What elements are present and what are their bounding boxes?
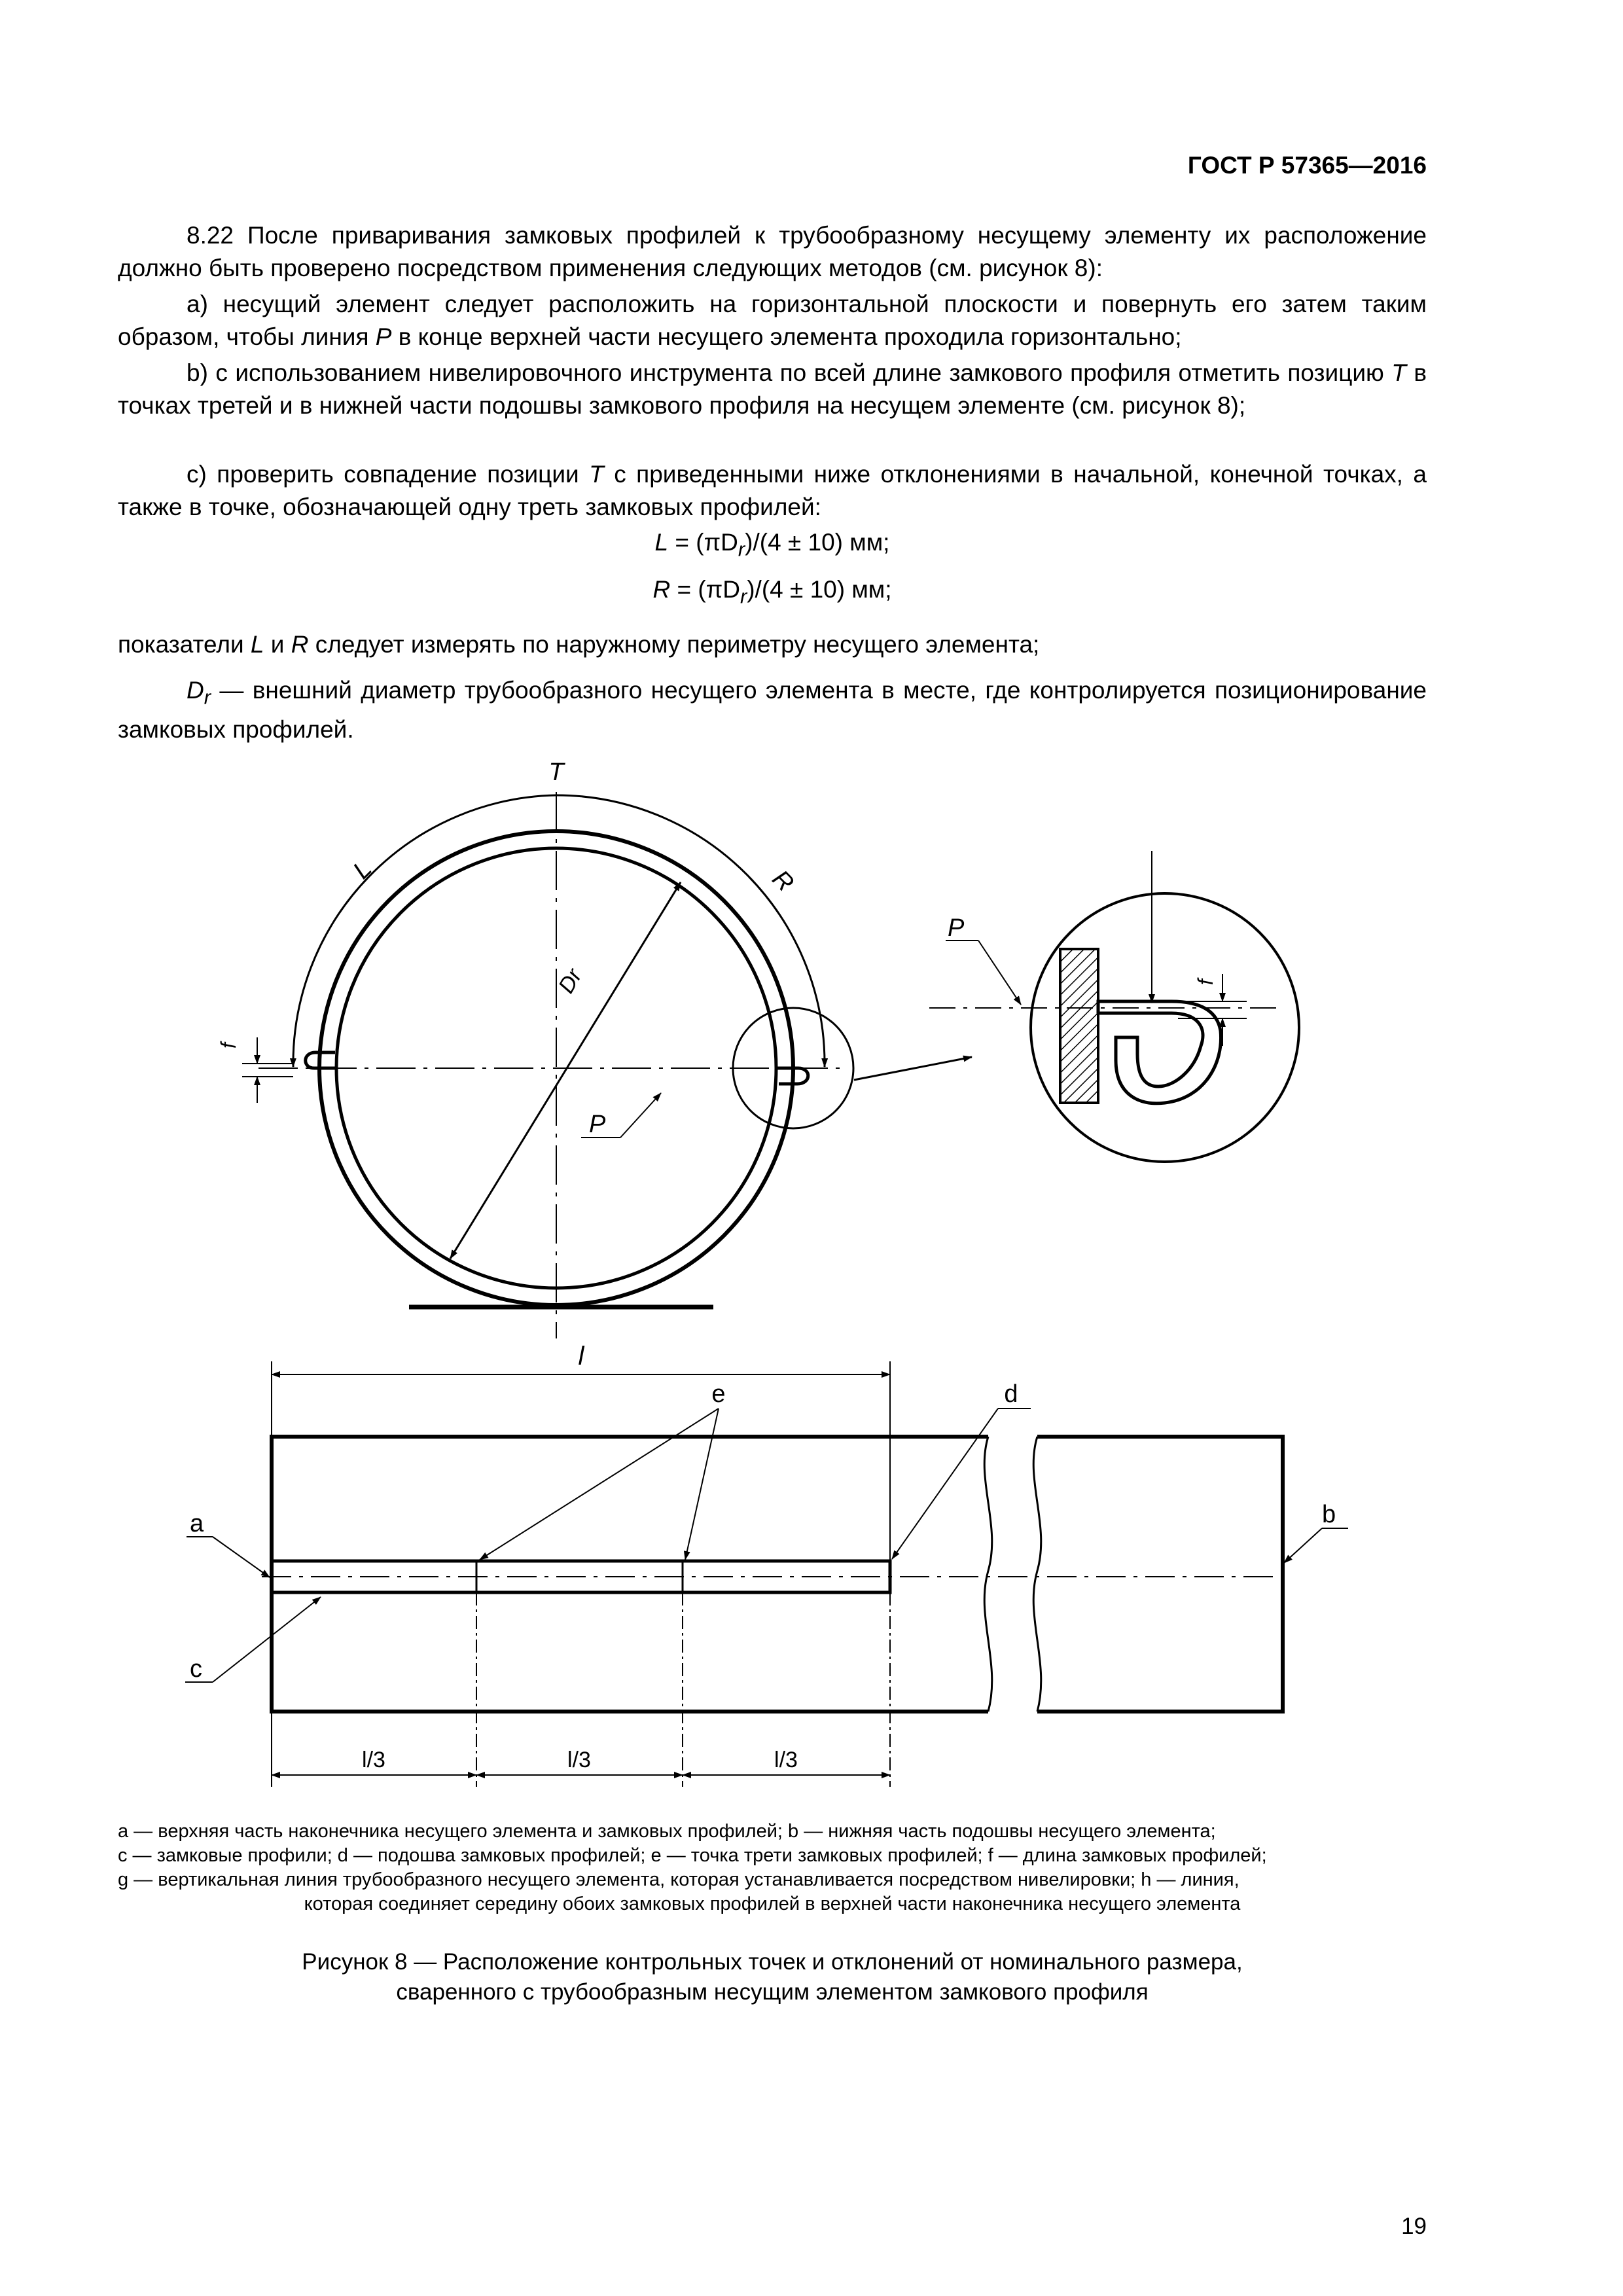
legend-line: g — вертикальная линия трубообразного несущего элемента, которая устанавливается посредством нивелировки; h — линия, <box>118 1869 1240 1890</box>
label-l: l <box>578 1342 584 1371</box>
legend-line: а — верхняя часть наконечника несущего элемента и замковых профилей; b — нижняя часть подошвы несущего элемента; <box>118 1821 1216 1842</box>
caption-line: сваренного с трубообразным несущим элементом замкового профиля <box>396 1979 1149 2005</box>
paragraph-item-b: b) с использованием нивелировочного инструмента по всей длине замкового профиля отметить позицию T в точках третей и в нижней части подошвы замкового профиля на несущем элементе (см. рисунок 8); <box>118 359 1427 419</box>
label-P-section: P <box>589 1111 606 1138</box>
paragraph-dr-definition: $D_r$ — внешний диаметр трубообразного несущего элемента в месте, где контролируется позиционирование замковых профилей. <box>118 677 1427 744</box>
label-f-left: f <box>217 1043 240 1049</box>
figure-caption <box>118 1947 1427 2007</box>
formula-L: $L = (\pi D_r)/(4 \pm 10)$ мм; <box>654 529 890 561</box>
legend-line: которая соединяет середину обоих замковых профилей в верхней части наконечника несущего элемента <box>304 1893 1241 1914</box>
label-b: b <box>1322 1501 1336 1528</box>
label-P-detail: P <box>948 914 965 942</box>
page-number: 19 <box>1401 2214 1427 2239</box>
figure-legend <box>118 1820 1427 1916</box>
label-d: d <box>1004 1380 1018 1408</box>
paragraph-measure-note: показатели L и R следует измерять по наружному периметру несущего элемента; <box>118 631 1040 658</box>
paragraph-item-a: а) несущий элемент следует расположить на горизонтальной плоскости и повернуть его затем таким образом, чтобы линия P в конце верхней части несущего элемента проходила горизонтально; <box>118 291 1427 350</box>
label-L: L <box>348 855 378 885</box>
caption-line: Рисунок 8 — Расположение контрольных точек и отклонений от номинального размера, <box>302 1949 1243 1975</box>
label-R: R <box>766 865 799 897</box>
standard-number: ГОСТ Р 57365—2016 <box>1187 152 1427 179</box>
pipe-longitudinal-view <box>185 1361 1348 1787</box>
label-c: c <box>190 1655 202 1683</box>
label-Dr: Dr <box>554 964 587 997</box>
pipe-cross-section <box>242 792 1299 1338</box>
label-a: a <box>190 1510 204 1537</box>
label-f-detail: f <box>1194 979 1217 985</box>
label-third-3: l/3 <box>774 1748 798 1772</box>
paragraph-item-c: с) проверить совпадение позиции T с приведенными ниже отклонениями в начальной, конечной точках, а также в точке, обозначающей одну треть замковых профилей: <box>118 461 1427 520</box>
paragraph-8-22: 8.22 После приваривания замковых профилей к трубообразному несущему элементу их расположение должно быть проверено посредством применения следующих методов (см. рисунок 8): <box>118 222 1427 281</box>
legend-line: с — замковые профили; d — подошва замковых профилей; е — точка трети замковых профилей; f — длина замковых профилей; <box>118 1845 1267 1866</box>
formula-R: $R = (\pi D_r)/(4 \pm 10)$ мм; <box>652 576 892 608</box>
label-third-2: l/3 <box>567 1748 591 1772</box>
label-third-1: l/3 <box>362 1748 385 1772</box>
label-T: T <box>548 759 564 786</box>
label-e: e <box>711 1380 726 1408</box>
